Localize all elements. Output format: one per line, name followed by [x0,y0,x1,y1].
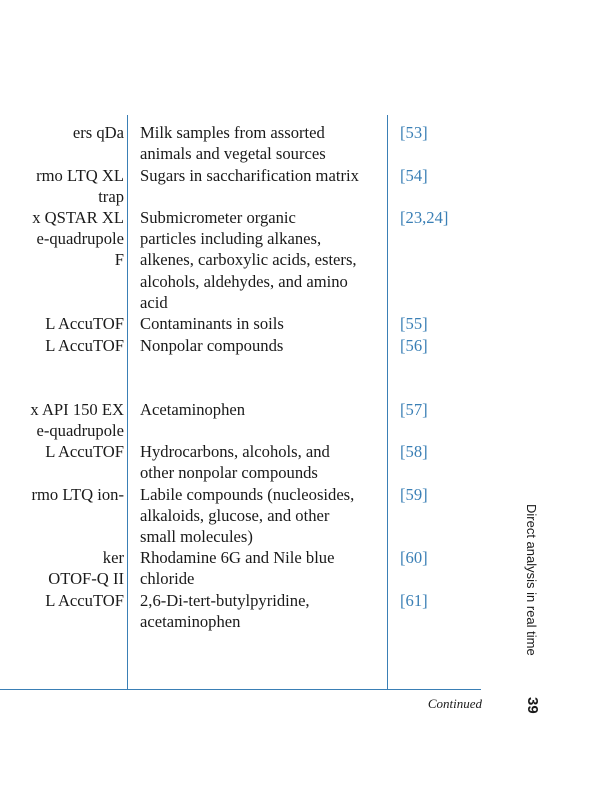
table-cell-application: 2,6-Di-tert-butylpyridine, acetaminophen [140,591,310,632]
page-number: 39 [524,697,541,714]
column-divider-left [127,115,128,690]
table-cell-reference: [60] [400,548,428,567]
table-cell-application: Nonpolar compounds [140,336,284,355]
table-cell-reference: [55] [400,314,428,333]
table-cell-instrument: x API 150 EX e-quadrupole [30,400,124,441]
table-cell-instrument: L AccuTOF [45,314,124,333]
table-bottom-rule [0,689,481,690]
table-cell-reference: [53] [400,123,428,142]
table-cell-instrument: ker OTOF-Q II [48,548,124,589]
table-cell-application: Labile compounds (nucleosides, alkaloids, glucose, and other small molecules) [140,485,355,547]
table-cell-application: Acetaminophen [140,400,246,419]
table-cell-application: Contaminants in soils [140,314,284,333]
applications-table [0,115,481,690]
table-cell-application: Submicrometer organic particles including alkanes, alkenes, carboxylic acids, esters, alcohols, aldehydes, and amino acid [140,208,357,312]
table-cell-instrument: rmo LTQ XL trap [36,166,124,207]
table-cell-instrument: L AccuTOF [45,336,124,355]
table-cell-reference: [54] [400,166,428,185]
table-cell-instrument: ers qDa [72,123,124,142]
column-divider-right [387,115,388,690]
table-cell-instrument: rmo LTQ ion- [31,485,124,504]
table-cell-instrument: L AccuTOF [45,442,124,461]
table-cell-reference: [23,24] [400,208,449,227]
table-cell-application: Sugars in saccharification matrix [140,166,359,185]
table-cell-reference: [56] [400,336,428,355]
table-cell-application: Rhodamine 6G and Nile blue chloride [140,548,335,589]
running-title: Direct analysis in real time [524,504,539,656]
table-cell-application: Milk samples from assorted animals and vegetal sources [140,123,326,164]
table-cell-application: Hydrocarbons, alcohols, and other nonpolar compounds [140,442,330,483]
table-cell-instrument: L AccuTOF [45,591,124,610]
table-cell-reference: [57] [400,400,428,419]
table-cell-instrument: x QSTAR XL e-quadrupole F [32,208,124,270]
table-cell-reference: [59] [400,485,428,504]
table-cell-reference: [58] [400,442,428,461]
table-cell-reference: [61] [400,591,428,610]
continued-label: Continued [427,696,482,711]
